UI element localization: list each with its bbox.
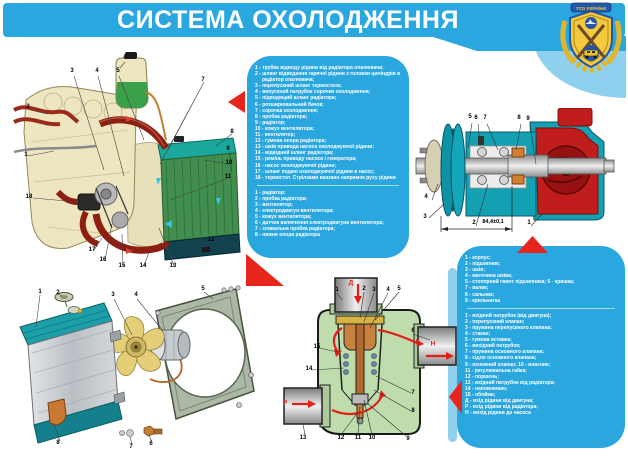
legend-item: 9 - крильчатка (465, 297, 501, 304)
legend-item: 2 - підшипник; (465, 261, 501, 268)
callout-label: 15 (118, 263, 126, 269)
callout-label: 5 (201, 286, 205, 292)
callout-label: 84,4±0,1 (482, 219, 504, 225)
radiator-fan-legend-list (255, 190, 401, 239)
callout-label: 11 (354, 435, 362, 441)
callout-label: Д (348, 279, 354, 287)
callout-label: 2 (472, 220, 476, 226)
legend-divider (467, 308, 615, 309)
legend-item: 4 - маточина шківа; (465, 273, 513, 280)
legend-item: 6 - датчик включення електродвигуна вентилятора; (255, 220, 384, 227)
water-pump-diagram (408, 108, 622, 240)
legend-item: 8 - сальник; (465, 291, 495, 298)
engine-diagram (8, 52, 248, 288)
pump-legend-list (465, 255, 617, 304)
legend-item: 15 - ремінь приводу насоса і генератора; (255, 156, 357, 163)
legend-item: 5 - підводящий шланг радіатора; (255, 95, 337, 102)
callout-label: 10 (368, 435, 376, 441)
callout-label: 1 (527, 220, 531, 226)
legend-panel-right (457, 246, 625, 448)
callout-label: 13 (169, 263, 177, 269)
callout-label: 18 (25, 194, 33, 200)
water-pump-illustration (408, 108, 622, 240)
legend-item: 18 - термостат. Стрілками вказано напрямок руху рідини (255, 174, 396, 181)
legend-item: 2 - шланг відведення гарячої рідини з головки циліндрів в радіатор опалювача; (255, 71, 401, 84)
legend-item: 10 - кожух вентилятора; (255, 125, 315, 132)
callout-label: 13 (299, 435, 307, 441)
legend-item: 5 - кожух вентилятора; (255, 214, 312, 221)
legend-item: 7 - пружина основного клапана; (465, 349, 545, 356)
legend-item: 5 - гумова вставка; (465, 337, 512, 344)
callout-label: 1 (38, 289, 42, 295)
callout-label: Р (282, 399, 288, 407)
callout-label: 9 (526, 116, 530, 122)
legend-item: 4 - випускний патрубок сорочки охолодження; (255, 89, 371, 96)
legend-item: 3 - пружина перепускного клапана; (465, 324, 552, 331)
callout-label: 2 (56, 290, 60, 296)
callout-label: 8 (56, 440, 60, 446)
legend-item: 1 - радіатор; (255, 189, 286, 196)
legend-item: 12 - поршень; (465, 373, 499, 380)
thermostat-legend-list (465, 313, 617, 417)
callout-label: 2 (362, 286, 366, 292)
callout-label: 4 (386, 287, 390, 293)
callout-label: 14 (139, 263, 147, 269)
legend-item: 3 - перепускний шланг термостата; (255, 83, 342, 90)
legend-item: 9 - основний клапан; 10 - власник; (465, 361, 551, 368)
page-title: СИСТЕМА ОХОЛОДЖЕННЯ (117, 6, 459, 34)
legend-item: 8 - нижня опора радіатора (255, 232, 320, 239)
callout-label: 3 (70, 68, 74, 74)
callout-label: 7 (483, 115, 487, 121)
callout-label: 16 (99, 257, 107, 263)
callout-label: 9 (406, 436, 410, 442)
callout-label: 6 (411, 328, 415, 334)
legend-item: 14 - відвідний шланг радіатора; (255, 150, 334, 157)
engine-legend-list (255, 65, 401, 181)
car-icon (584, 50, 598, 56)
callout-label: 12 (337, 435, 345, 441)
legend-item: 13 - шків привода насоса охолоджуючої рідини; (255, 144, 374, 151)
organization-emblem (556, 1, 626, 73)
callout-label: 1 (24, 152, 28, 158)
callout-label: 2 (26, 104, 30, 110)
callout-label: 11 (224, 174, 232, 180)
legend-item: 5 - стопорний гвинт підшипника; 6 - кришка; (465, 279, 575, 286)
thermostat-illustration (280, 272, 460, 455)
callout-label: 4 (95, 68, 99, 74)
callout-label: 1 (335, 287, 339, 293)
legend-item: 16 - насос охолоджуючої рідини; (255, 162, 337, 169)
legend-item: Р - вхід рідини від радіатора; (465, 404, 538, 411)
thermostat-diagram (280, 272, 460, 455)
legend-item: 2 - пробка радіатора; (255, 195, 308, 202)
legend-item: 7 - сорочка охолодження; (255, 107, 319, 114)
engine-illustration (8, 52, 248, 288)
radiator-fan-diagram (8, 283, 258, 455)
callout-label: 9 (226, 146, 230, 152)
header-banner (3, 3, 625, 37)
callout-label: 15 (313, 344, 321, 350)
callout-label: 3 (372, 287, 376, 293)
legend-item: 11 - вентилятор; (255, 132, 296, 139)
legend-item: 3 - вентилятор; (255, 201, 293, 208)
callout-label: 7 (411, 390, 415, 396)
legend-item: 8 - пробка радіатора; (255, 113, 308, 120)
emblem-illustration (556, 1, 626, 73)
callout-label: 4 (424, 194, 428, 200)
callout-label: 17 (88, 247, 96, 253)
callout-label: 3 (423, 214, 427, 220)
callout-label: 12 (207, 237, 215, 243)
legend-divider (257, 185, 399, 186)
callout-label: 6 (149, 441, 153, 447)
red-triangle-corner (246, 254, 284, 286)
callout-label: 7 (201, 77, 205, 83)
legend-item: 7 - валик; (465, 285, 489, 292)
emblem-banner-text: ТСО УКРАЇНИ (575, 6, 607, 11)
legend-item: 15 - обойма; (465, 391, 496, 398)
legend-item: 3 - шків; (465, 267, 486, 274)
callout-label: 6 (123, 55, 127, 61)
callout-label: Н (430, 340, 436, 348)
legend-item: Н - вихід рідини до насоса (465, 410, 531, 417)
legend-item: 1 - корпус; (465, 255, 491, 261)
legend-item: 7 - зливальна пробка радіатора; (255, 226, 336, 233)
callout-label: 8 (230, 129, 234, 135)
callout-label: 6 (474, 115, 478, 121)
legend-item: 8 - сідло основного клапана; (465, 355, 537, 362)
legend-item: 9 - радіатор; (255, 119, 286, 126)
callout-label: 5 (468, 114, 472, 120)
callout-label: 8 (517, 115, 521, 121)
legend-item: 14 - наповнювач; (465, 385, 508, 392)
legend-item: 1 - вхідний патрубок (від двигуна); (465, 312, 552, 319)
callout-label: 14 (305, 366, 313, 372)
legend-item: 13 - вхідний патрубок від радіатора; (465, 379, 556, 386)
legend-item: Д - вхід рідини від двигуна; (465, 398, 534, 405)
legend-panel-main (247, 56, 409, 258)
callout-label: 5 (397, 286, 401, 292)
legend-item: 11 - регулювальна гайка; (465, 367, 527, 374)
callout-label: 4 (134, 292, 138, 298)
callout-label: 10 (225, 160, 233, 166)
legend-item: 2 - перепускний клапан; (465, 318, 525, 325)
legend-item: 17 - шланг подачі охолоджуючої рідини в насос; (255, 168, 375, 175)
legend-item: 12 - гумова опора радіатора; (255, 138, 327, 145)
legend-item: 4 - електродвигун вентилятора; (255, 208, 334, 215)
callout-label: 5 (116, 68, 120, 74)
legend-item: 6 - вихідний патрубок; (465, 343, 521, 350)
callout-label: 7 (129, 444, 133, 450)
callout-label: 3 (111, 292, 115, 298)
radiator-fan-illustration (8, 283, 258, 455)
legend-item: 4 - стакан; (465, 331, 491, 338)
legend-item: 1 - трубка відводу рідини від радіатора опалювача; (255, 65, 384, 71)
callout-label: 8 (411, 408, 415, 414)
legend-item: 6 - розширювальний бачок; (255, 101, 324, 108)
